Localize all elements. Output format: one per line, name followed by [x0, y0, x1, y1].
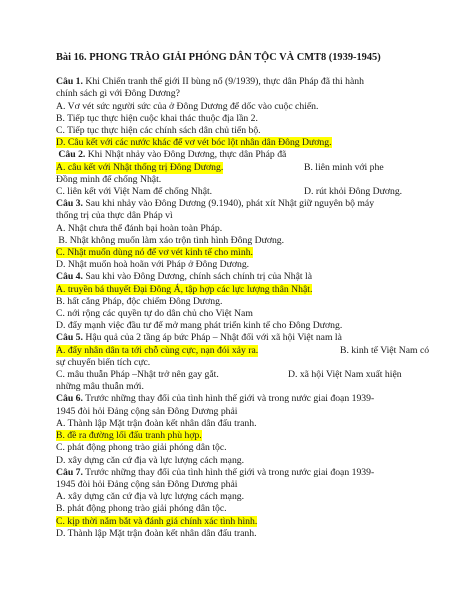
option-b: B. liên minh với phe [304, 161, 384, 173]
option-b-cont: Đồng minh để chống Nhật. [56, 173, 162, 185]
option-a: A. Vơ vét sức người sức của ở Đông Dương để dốc vào cuộc chiến. [56, 100, 319, 112]
question-7 [56, 467, 444, 540]
option-c: C. mâu thuẫn Pháp –Nhật trở nên gay gắt. [56, 369, 219, 381]
option-c: C. Tiếp tục thực hiện các chính sách dân chủ tiến bộ. [56, 125, 261, 137]
option-c: C. liên kết với Việt Nam để chống Nhật. [56, 186, 213, 198]
document-title: Bài 16. PHONG TRÀO GIẢI PHÓNG DÂN TỘC VÀ CMT8 (1939-1945) [56, 52, 381, 63]
question-6 [56, 393, 444, 466]
question-text-cont: chính sách gì với Đông Dương? [56, 88, 180, 100]
question-number: Câu 2. [58, 149, 86, 161]
question-text-cont: 1945 đòi hỏi Đảng cộng sản Đông Dương phải [56, 478, 238, 490]
option-d-answer: D. Câu kết với các nước khác để vơ vét bóc lột nhân dân Đông Dương. [56, 137, 332, 149]
question-number: Câu 6. [56, 393, 83, 405]
question-text-cont: 1945 đòi hỏi Đảng cộng sản Đông Dương phải [56, 405, 238, 417]
option-a: A. xây dựng căn cứ địa và lực lượng cách mạng. [56, 491, 245, 503]
option-d: D. xã hội Việt Nam xuất hiện [288, 369, 402, 381]
question-number: Câu 7. [56, 466, 83, 478]
question-number: Câu 3. [56, 198, 83, 210]
option-b: B. Nhật không muốn làm xáo trộn tình hình Đông Dương. [58, 234, 285, 246]
question-3 [56, 198, 444, 271]
question-text: Trước những thay đổi của tình hình thế giới và trong nước giai đoạn 1939- [82, 466, 375, 478]
option-b-answer: B. đề ra đường lối đấu tranh phù hợp. [56, 430, 202, 442]
question-4 [56, 271, 444, 332]
option-c-answer: C. Nhật muốn dùng nó để vơ vét kinh tế cho mình. [56, 247, 253, 259]
question-1 [56, 76, 444, 149]
option-b: B. kinh tế Việt Nam có [340, 344, 430, 356]
option-b: B. phát động phong trào giải phóng dân tộc. [56, 503, 227, 515]
option-d: D. Nhật muốn hoà hoãn với Pháp ở Đông Dương. [56, 259, 250, 271]
option-d-cont: những mâu thuẫn mới. [56, 381, 144, 393]
question-text: Khi Chiến tranh thế giới II bùng nổ (9/1939), thực dân Pháp đã thi hành [82, 76, 364, 88]
question-text: Hậu quả của 2 tầng áp bức Pháp – Nhật đối với xã hội Việt nam là [82, 332, 342, 344]
option-d: D. rút khỏi Đông Dương. [304, 186, 403, 198]
question-2 [56, 149, 444, 198]
option-a-answer: A. đẩy nhân dân ta tới chỗ cùng cực, nạn đói xảy ra. [56, 344, 259, 356]
question-text: Khi Nhật nhảy vào Đông Dương, thực dân Pháp đã [85, 149, 287, 161]
question-text: Sau khi nhảy vào Đông Dương (9.1940), phát xít Nhật giữ nguyên bộ máy [82, 198, 375, 210]
question-number: Câu 4. [56, 271, 83, 283]
option-a: A. Nhật chưa thể đánh bại hoàn toàn Pháp. [56, 222, 223, 234]
question-text-cont: thống trị của thực dân Pháp vì [56, 210, 173, 222]
question-number: Câu 5. [56, 332, 83, 344]
option-d: D. Thành lập Mặt trận đoàn kết nhân dân đấu tranh. [56, 527, 257, 539]
option-a: A. Thành lập Mặt trận đoàn kết nhân dân đấu tranh. [56, 417, 257, 429]
option-b: B. Tiếp tục thực hiện cuộc khai thác thuộc địa lần 2. [56, 112, 258, 124]
option-c: C. phát động phong trào giải phóng dân tộc. [56, 442, 227, 454]
option-b: B. hất cẳng Pháp, độc chiếm Đông Dương. [56, 295, 223, 307]
question-text: Trước những thay đổi của tình hình thế giới và trong nước giai đoạn 1939- [82, 393, 375, 405]
option-d: D. xây dựng căn cứ địa và lực lượng cách mạng. [56, 454, 245, 466]
option-b-cont: sự chuyển biến tích cực. [56, 356, 151, 368]
question-number: Câu 1. [56, 76, 83, 88]
option-c-answer: C. kịp thời nắm bắt và đánh giá chính xác tình hình. [56, 515, 258, 527]
question-5 [56, 332, 444, 393]
option-a-answer: A. truyền bá thuyết Đại Đông Á, tập hợp các lực lượng thân Nhật. [56, 283, 313, 295]
option-d: D. đẩy mạnh việc đầu tư để mở mang phát triển kinh tế cho Đông Dương. [56, 320, 343, 332]
question-text: Sau khi vào Đông Dương, chính sách chính trị của Nhật là [82, 271, 313, 283]
option-c: C. nới rộng các quyền tự do dân chủ cho Việt Nam [56, 308, 253, 320]
option-a-answer: A. câu kết với Nhật thống trị Đông Dương. [56, 161, 224, 173]
